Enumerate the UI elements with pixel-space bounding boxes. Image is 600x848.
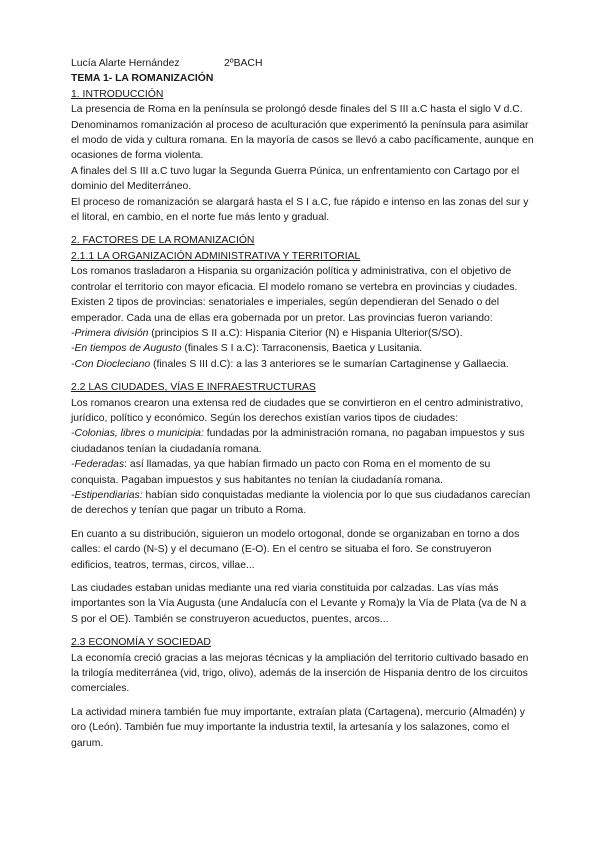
subsection-heading-cities: 2.2 LAS CIUDADES, VÍAS E INFRAESTRUCTURAS [71,382,316,394]
list-item [71,488,534,519]
paragraph: La economía creció gracias a las mejoras técnicas y la ampliación del territorio cultivado basado en la trilogía mediterránea (vid, trigo, olivo), además de la inserción de Hispania dentro de los circuitos comerciales. [71,652,529,695]
list-item-term: -Primera división [71,327,149,339]
list-item-term: -En tiempos de Augusto [71,343,182,355]
paragraph: Las ciudades estaban unidas mediante una red viaria constituida por calzadas. Las vías más importantes son la Vía Augusta (une Andalucía con el Levante y Roma)y la Vía de Plata (va de N a S por el OE). También se construyeron acueductos, puentes, arcos... [71,583,527,625]
course-label: 2ºBACH [224,58,263,69]
list-item-text: (finales S I a.C): Tarraconensis, Baetica y Lusitania. [181,343,423,355]
list-item-text: (principios S II a.C): Hispania Citerior (N) e Hispania Ulterior(S/SO). [148,327,463,339]
paragraph: La presencia de Roma en la península se prolongó desde finales del S III a.C hasta el siglo V d.C. Denominamos romanización al proceso de aculturación que experimentó la península para asimilar el modo de vida y cultura romana. En la mayoría de casos se llevó a cabo pacíficamente, aunque en ocasiones de forma violenta. [71,104,534,162]
author-name: Lucía Alarte Hernández [71,58,180,69]
list-item-text: (finales S III d.C): a las 3 anteriores se le sumarían Cartaginense y Gallaecia. [150,358,509,370]
list-item-text: : así llamadas, ya que habían firmado un pacto con Roma en el momento de su conquista. Pagaban impuestos y sus habitantes no tenían la ciudadanía romana. [71,459,491,486]
list-item [71,426,534,457]
section-heading-factors: 2. FACTORES DE LA ROMANIZACIÓN [71,235,255,247]
list-item [71,357,534,372]
list-item-term: -Con Diocleciano [71,358,151,370]
list-item-text: habían sido conquistadas mediante la violencia por lo que sus ciudadanos carecían de derechos y tenían que pagar un tributo a Roma. [71,489,531,517]
list-item-term: -Estipendiarias: [71,489,143,501]
document-title: TEMA 1- LA ROMANIZACIÓN [71,73,214,85]
paragraph: El proceso de romanización se alargará hasta el S I a.C, fue rápido e intenso en las zonas del sur y el litoral, en cambio, en el norte fue más lento y gradual. [71,196,529,224]
list-item-term: -Colonias, libres o municipia: [71,428,204,440]
subsection-heading-organization: 2.1.1 LA ORGANIZACIÓN ADMINISTRATIVA Y TERRITORIAL [71,250,361,262]
list-item [71,326,534,341]
list-item-text: fundadas por la administración romana, no pagaban impuestos y sus ciudadanos tenían la ciudadanía romana. [71,428,525,455]
paragraph: Los romanos trasladaron a Hispania su organización política y administrativa, con el objetivo de controlar el territorio con mayor eficacia. El modelo romano se vertebra en provincias y ciudades. Existen 2 tipos de provincias: senatoriales e imperiales, según dependieran del Senado o del emperador. Cada una de ellas era gobernada por un pretor. Las provincias fueron variando: [71,266,518,324]
paragraph: La actividad minera también fue muy importante, extraían plata (Cartagena), mercurio (Almadén) y oro (León). También fue muy importante la industria textil, la artesanía y los salazones, como el garum. [71,706,525,749]
list-item [71,457,534,488]
document-page [71,56,534,751]
paragraph: En cuanto a su distribución, siguieron un modelo ortogonal, donde se organizaban en torno a dos calles: el cardo (N-S) y el decumano (E-O). En el centro se situaba el foro. Se construyeron edificios, teatros, termas, circos, villae... [71,528,520,571]
subsection-heading-economy: 2.3 ECONOMÍA Y SOCIEDAD [71,637,211,649]
paragraph: Los romanos crearon una extensa red de ciudades que se convirtieron en el centro administrativo, jurídico, político y económico. Según los derechos existían varios tipos de ciudades: [71,397,524,424]
list-item [71,341,534,356]
header-line [71,56,534,71]
list-item-term: -Federadas [71,459,125,471]
section-heading-intro: 1. INTRODUCCIÓN [71,88,164,100]
paragraph: A finales del S III a.C tuvo lugar la Segunda Guerra Púnica, un enfrentamiento con Cartago por el dominio del Mediterráneo. [71,165,520,193]
